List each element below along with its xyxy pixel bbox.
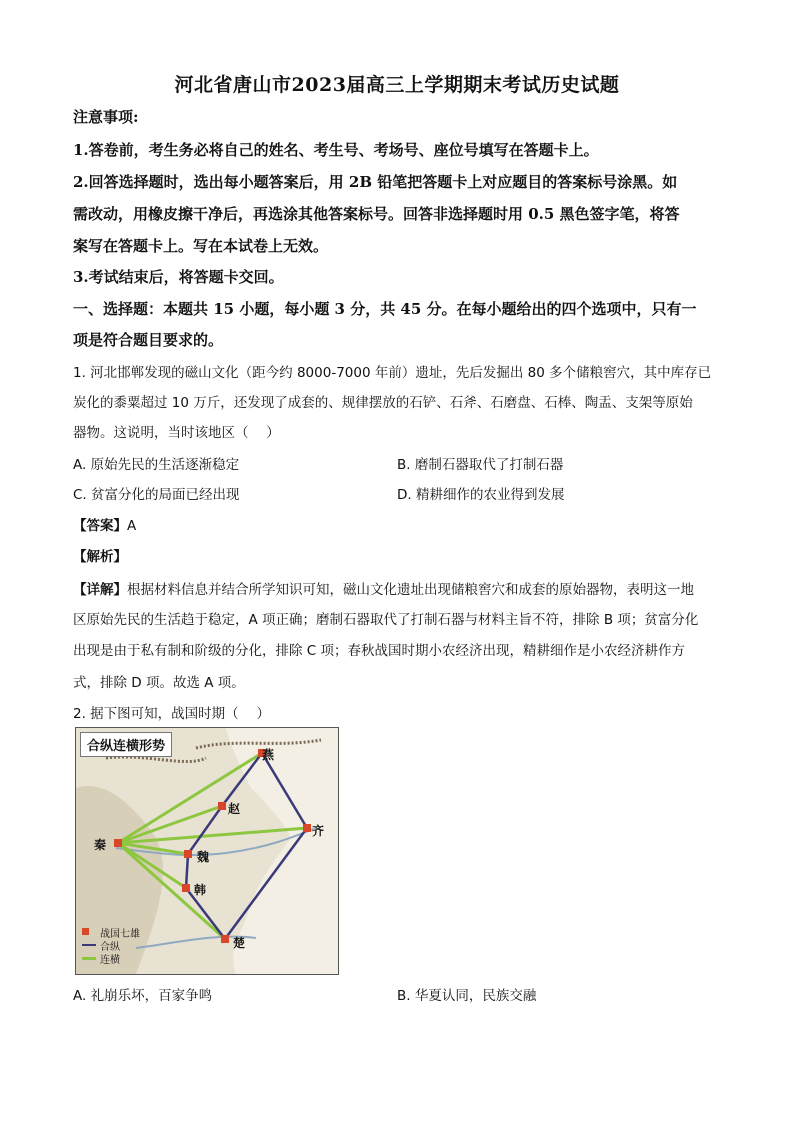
detail-text-a: 根据材料信息并结合所学知识可知，磁山文化遗址出现储粮窖穴和成套的原始器物，表明这一地 bbox=[127, 582, 694, 598]
state-marker-zhao bbox=[218, 802, 226, 810]
state-marker-han bbox=[182, 884, 190, 892]
state-label-yan: 燕 bbox=[262, 748, 275, 762]
state-marker-chu bbox=[221, 935, 229, 943]
state-marker-qi bbox=[303, 824, 311, 832]
legend-lianheng bbox=[82, 952, 140, 965]
q1-detail-d: 式，排除 D 项。故选 A 项。 bbox=[73, 675, 245, 691]
legend-states-label: 战国七雄 bbox=[100, 929, 140, 940]
legend-lianheng-label: 连横 bbox=[100, 955, 120, 966]
q1-stem-c: 器物。这说明，当时该地区（ ） bbox=[73, 425, 280, 441]
q1-stem-b: 炭化的黍粟超过 10 万斤，还发现了成套的、规律摆放的石铲、石斧、石磨盘、石棒、陶盂、支架等原始 bbox=[73, 395, 693, 411]
answer-label: 【答案】 bbox=[73, 518, 127, 534]
map-legend bbox=[82, 926, 140, 965]
notice-line-1: 1.答卷前，考生务必将自己的姓名、考生号、考场号、座位号填写在答题卡上。 bbox=[73, 141, 599, 159]
notice-line-2a: 2.回答选择题时，选出每小题答案后，用 2B 铅笔把答题卡上对应题目的答案标号涂黑。如 bbox=[73, 173, 678, 191]
answer-value: A bbox=[127, 518, 137, 534]
detail-label: 【详解】 bbox=[73, 582, 127, 598]
state-label-han: 韩 bbox=[194, 883, 207, 897]
state-label-chu: 楚 bbox=[233, 936, 246, 950]
q1-stem-a: 1. 河北邯郸发现的磁山文化（距今约 8000-7000 年前）遗址，先后发掘出 80 多个储粮窖穴，其中库存已 bbox=[73, 365, 712, 381]
q2-stem: 2. 据下图可知，战国时期（ ） bbox=[73, 706, 270, 722]
great-wall-west bbox=[106, 757, 206, 762]
section-heading-a: 一、选择题：本题共 15 小题，每小题 3 分，共 45 分。在每小题给出的四个选项中，只有一 bbox=[73, 300, 697, 318]
page-title: 河北省唐山市2023届高三上学期期末考试历史试题 bbox=[174, 74, 620, 96]
state-label-qin: 秦 bbox=[94, 838, 107, 852]
state-marker-wei bbox=[184, 850, 192, 858]
notice-line-3: 3.考试结束后，将答题卡交回。 bbox=[73, 268, 284, 286]
lianheng-line-yan bbox=[118, 753, 262, 843]
section-heading-b: 项是符合题目要求的。 bbox=[73, 331, 224, 349]
q1-option-a: A. 原始先民的生活逐渐稳定 bbox=[73, 457, 240, 473]
legend-hezong-label: 合纵 bbox=[100, 942, 120, 953]
q1-option-b: B. 磨制石器取代了打制石器 bbox=[397, 457, 564, 473]
hezong-lianheng-map bbox=[75, 727, 339, 975]
q1-option-d: D. 精耕细作的农业得到发展 bbox=[397, 487, 565, 503]
q1-option-c: C. 贫富分化的局面已经出现 bbox=[73, 487, 240, 503]
q1-detail-b: 区原始先民的生活趋于稳定，A 项正确；磨制石器取代了打制石器与材料主旨不符，排除 B 项；贫富分化 bbox=[73, 612, 699, 628]
q2-option-a: A. 礼崩乐坏，百家争鸣 bbox=[73, 988, 213, 1004]
legend-hezong-swatch bbox=[82, 940, 96, 951]
q1-detail-c: 出现是由于私有制和阶级的分化，排除 C 项；春秋战国时期小农经济出现，精耕细作是小农经济耕作方 bbox=[73, 643, 686, 659]
analysis-label: 【解析】 bbox=[73, 549, 127, 565]
q1-answer bbox=[73, 514, 136, 534]
legend-state-swatch bbox=[82, 927, 96, 938]
q1-detail-a bbox=[73, 578, 723, 598]
notice-heading: 注意事项: bbox=[73, 108, 139, 126]
legend-lianheng-swatch bbox=[82, 953, 96, 964]
state-marker-qin bbox=[114, 839, 122, 847]
state-label-qi: 齐 bbox=[312, 824, 325, 838]
state-label-zhao: 赵 bbox=[228, 802, 241, 816]
notice-line-2c: 案写在答题卡上。写在本试卷上无效。 bbox=[73, 237, 329, 255]
notice-line-2b: 需改动，用橡皮擦干净后，再选涂其他答案标号。回答非选择题时用 0.5 黑色签字笔，将答 bbox=[73, 205, 680, 223]
state-label-wei: 魏 bbox=[197, 850, 210, 864]
q2-option-b: B. 华夏认同，民族交融 bbox=[397, 988, 537, 1004]
map-title: 合纵连横形势 bbox=[80, 732, 172, 757]
q1-analysis bbox=[73, 545, 127, 565]
